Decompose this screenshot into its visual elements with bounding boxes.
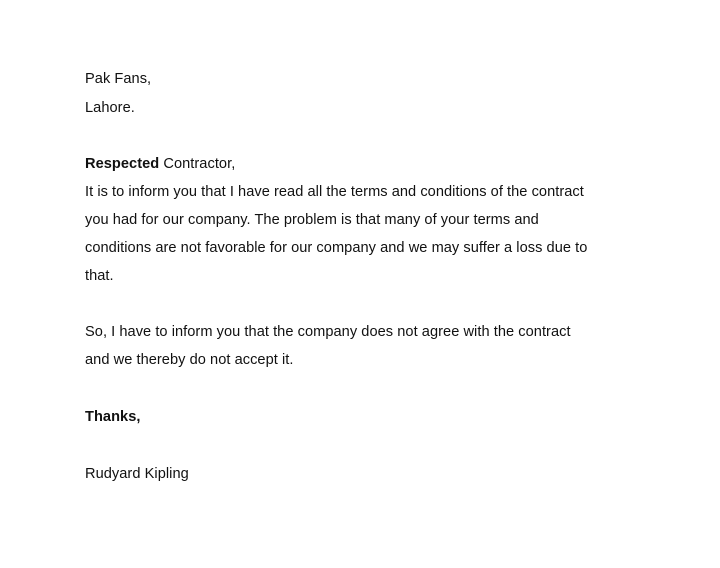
sender-name: Pak Fans,: [85, 71, 152, 87]
paragraph2-line-2: and we thereby do not accept it.: [85, 352, 294, 368]
paragraph1-line-4: that.: [85, 268, 114, 284]
closing: Thanks,: [85, 409, 141, 425]
paragraph2-line-1: So, I have to inform you that the company does not agree with the contract: [85, 324, 571, 340]
paragraph1-line-2: you had for our company. The problem is that many of your terms and: [85, 212, 539, 228]
sender-city: Lahore.: [85, 100, 135, 116]
paragraph1-line-1: It is to inform you that I have read all the terms and conditions of the contract: [85, 184, 584, 200]
salutation-rest: Contractor,: [159, 156, 236, 172]
signature: Rudyard Kipling: [85, 466, 189, 482]
paragraph1-line-3: conditions are not favorable for our company and we may suffer a loss due to: [85, 240, 588, 256]
salutation-bold: Respected: [85, 156, 160, 172]
salutation: [85, 155, 235, 173]
